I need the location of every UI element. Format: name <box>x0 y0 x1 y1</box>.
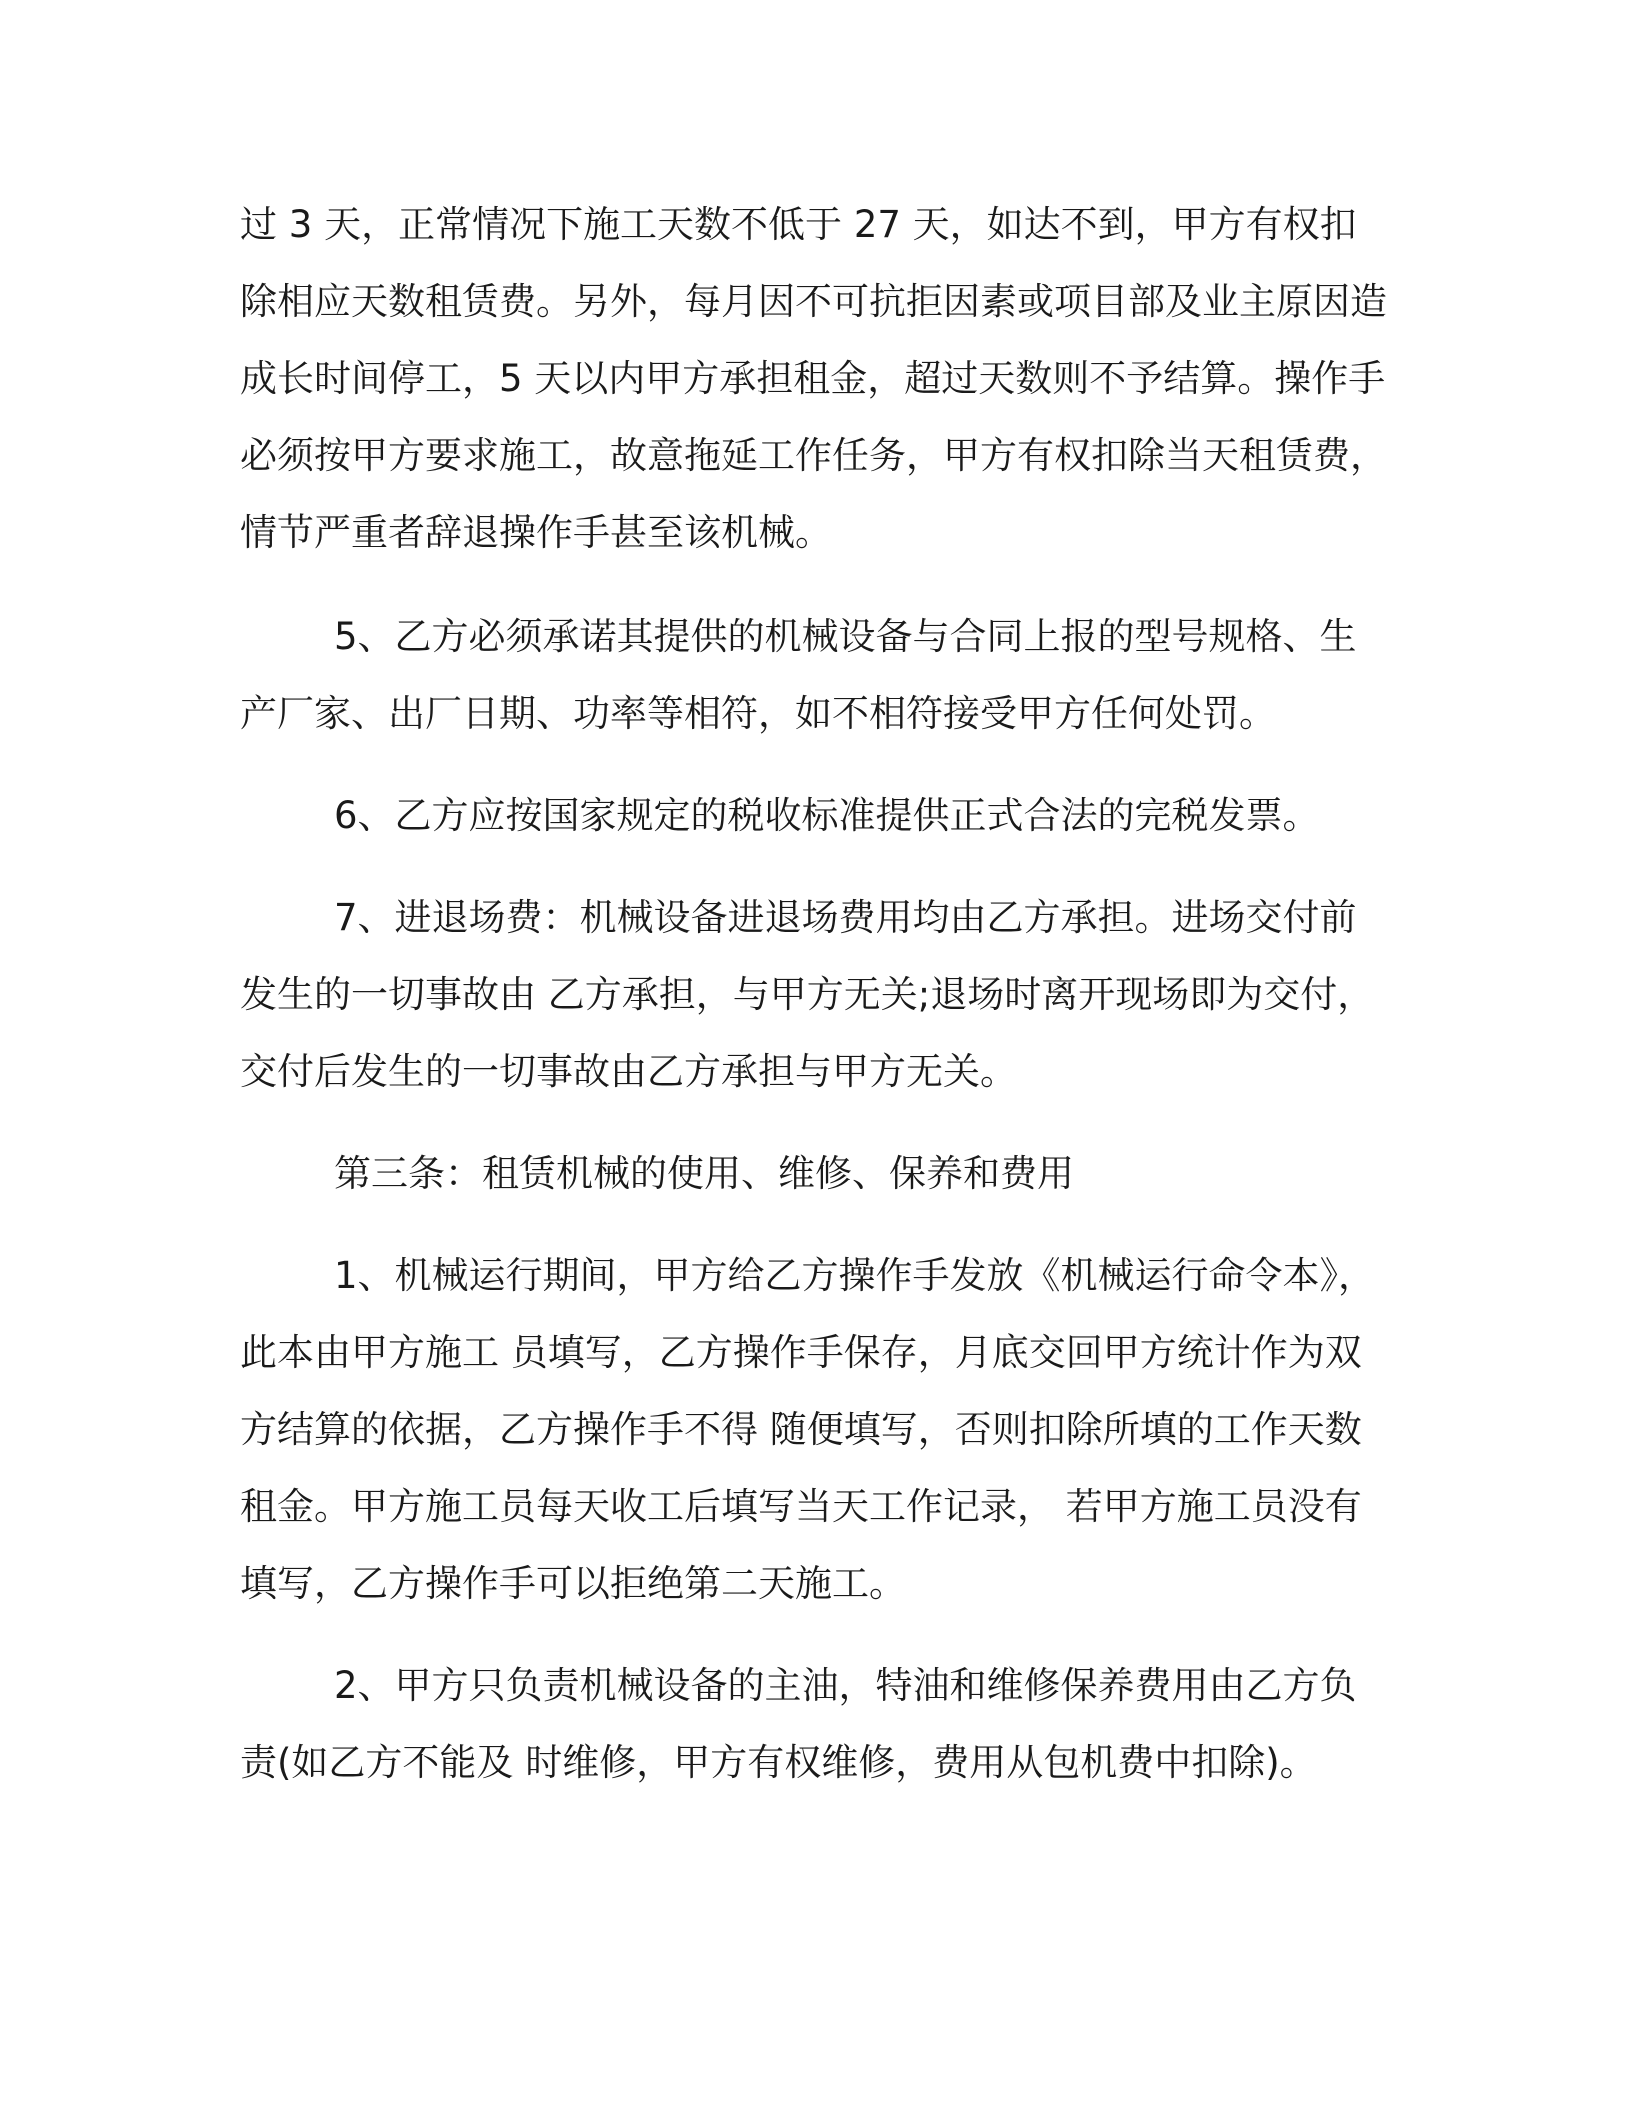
paragraph-clause-7: 7、进退场费：机械设备进退场费用均由乙方承担。进场交付前发生的一切事故由 乙方承担，与甲方无关;退场时离开现场即为交付，交付后发生的一切事故由乙方承担与甲方无关。 <box>240 896 1375 1093</box>
section-heading-article-3: 第三条：租赁机械的使用、维修、保养和费用 <box>334 1152 1074 1195</box>
paragraph-continuation: 过 3 天，正常情况下施工天数不低于 27 天，如达不到，甲方有权扣除相应天数租赁费。另外，每月因不可抗拒因素或项目部及业主原因造成长时间停工，5 天以内甲方承担租金，超过天数则不予结算。操作手必须按甲方要求施工，故意拖延工作任务，甲方有权扣除当天租赁费，情节严重者辞退操作手甚至该机械。 <box>240 203 1387 554</box>
paragraph-article-3-clause-1: 1、机械运行期间，甲方给乙方操作手发放《机械运行命令本》，此本由甲方施工 员填写，乙方操作手保存，月底交回甲方统计作为双方结算的依据，乙方操作手不得 随便填写，否则扣除所填的工作天数租金。甲方施工员每天收工后填写当天工作记录， 若甲方施工员没有填写，乙方操作手可以拒绝第二天施工。 <box>240 1254 1376 1605</box>
paragraph-clause-5: 5、乙方必须承诺其提供的机械设备与合同上报的型号规格、生产厂家、出厂日期、功率等相符，如不相符接受甲方任何处罚。 <box>240 615 1357 735</box>
paragraph-article-3-clause-2: 2、甲方只负责机械设备的主油，特油和维修保养费用由乙方负责(如乙方不能及 时维修，甲方有权维修，费用从包机费中扣除)。 <box>240 1664 1357 1784</box>
document-body <box>240 186 1390 1801</box>
paragraph-clause-6: 6、乙方应按国家规定的税收标准提供正式合法的完税发票。 <box>334 794 1320 837</box>
